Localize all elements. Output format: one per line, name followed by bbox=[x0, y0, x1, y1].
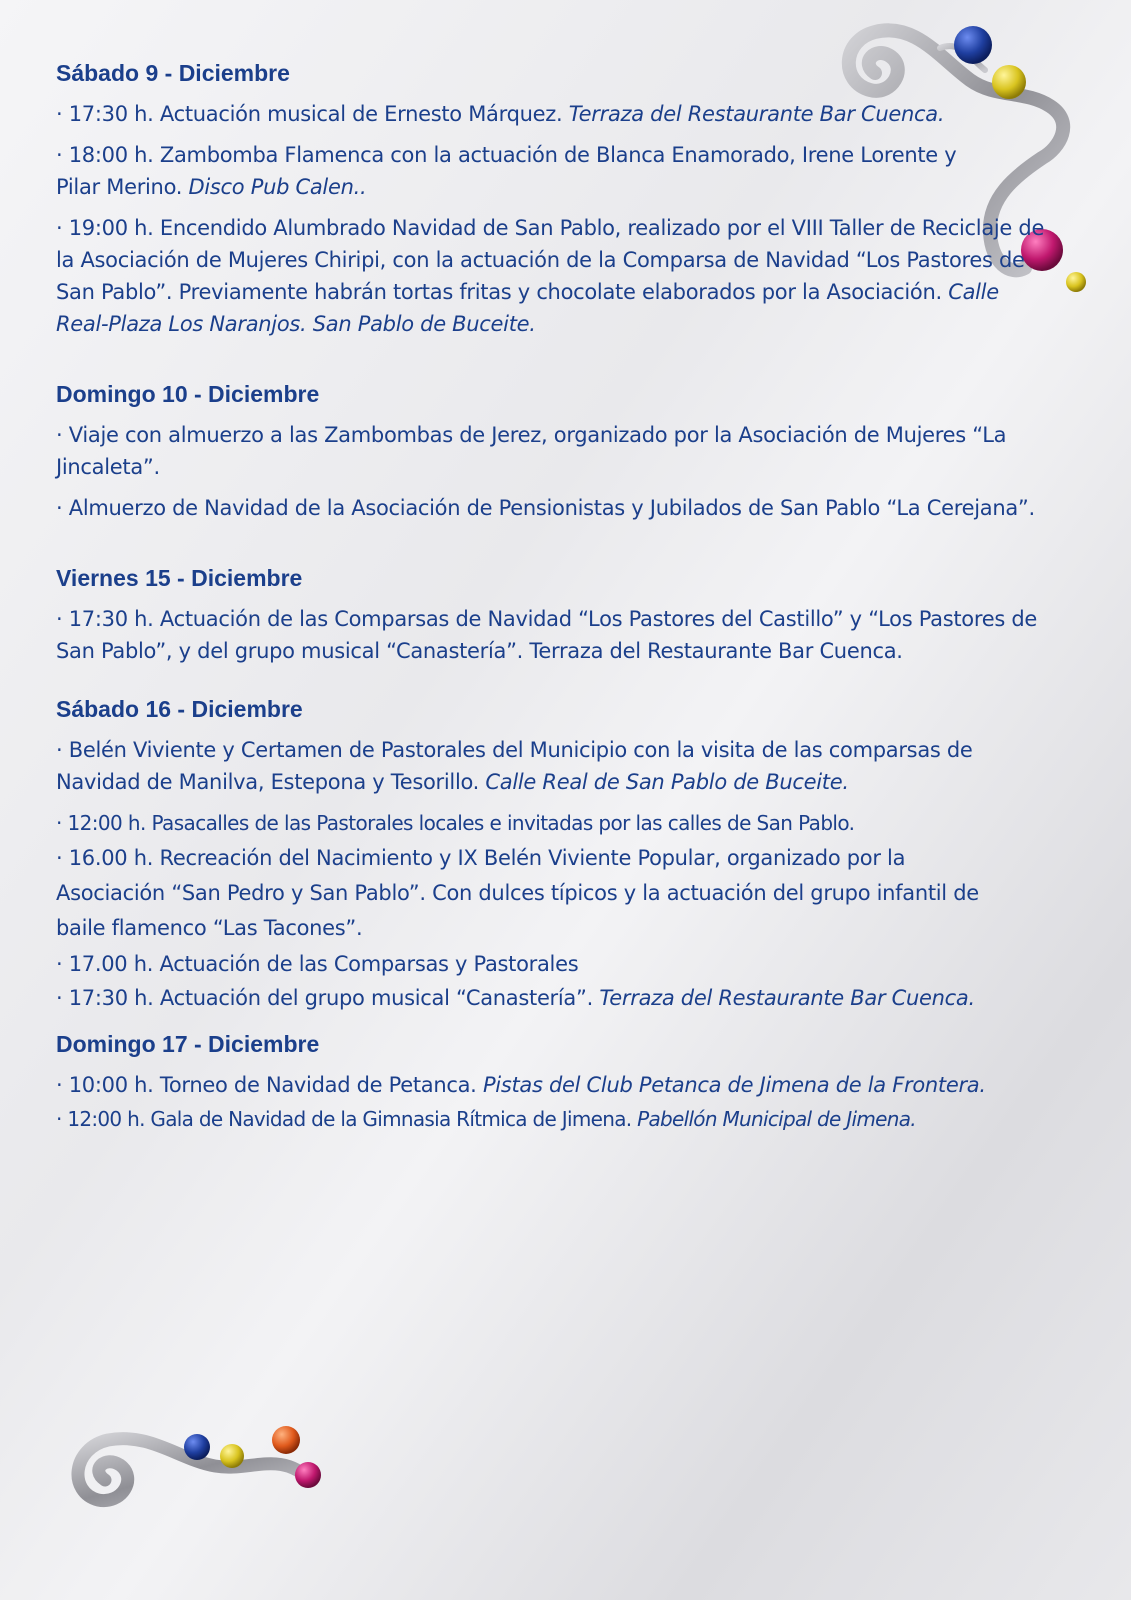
event-place: Terraza del Restaurante Bar Cuenca. bbox=[568, 102, 945, 126]
day-heading: Sábado 9 - Diciembre bbox=[56, 60, 290, 86]
day-section bbox=[56, 694, 1066, 1014]
day-heading: Domingo 10 - Diciembre bbox=[56, 381, 320, 407]
day-section bbox=[56, 58, 1066, 340]
day-heading: Viernes 15 - Diciembre bbox=[56, 565, 303, 591]
day-heading: Sábado 16 - Diciembre bbox=[56, 696, 303, 722]
event-place: Disco Pub Calen.. bbox=[188, 175, 367, 199]
day-section bbox=[56, 379, 1066, 524]
event-item: · 19:00 h. Encendido Alumbrado Navidad de San Pablo, realizado por el VIII Taller de Reciclaje de la Asociación de Mujeres Chiripi, con la actuación de la Comparsa de Navidad “Los Pastores de San Pablo”. Previamente habrán tortas fritas y chocolate elaborados por la Asociación. Calle Real-Plaza Los Naranjos. San Pablo de Buceite. bbox=[56, 216, 1045, 336]
event-item: · 12:00 h. Gala de Navidad de la Gimnasia Rítmica de Jimena. Pabellón Municipal de Jimena. bbox=[56, 1107, 916, 1131]
event-place: Terraza del Restaurante Bar Cuenca. bbox=[599, 986, 975, 1010]
event-item: · 16.00 h. Recreación del Nacimiento y IX Belén Viviente Popular, organizado por la Asociación “San Pedro y San Pablo”. Con dulces típicos y la actuación del grupo infantil de baile flamenco “Las Tacones”. bbox=[56, 846, 979, 940]
event-item: · Belén Viviente y Certamen de Pastorales del Municipio con la visita de las comparsas de Navidad de Manilva, Estepona y Tesorillo. Calle Real de San Pablo de Buceite. bbox=[56, 738, 973, 794]
event-place: Pistas del Club Petanca de Jimena de la Frontera. bbox=[482, 1073, 986, 1097]
ball-magenta bbox=[295, 1462, 321, 1488]
event-item: · 17:30 h. Actuación musical de Ernesto Márquez. Terraza del Restaurante Bar Cuenca. bbox=[56, 102, 945, 126]
event-place: Pabellón Municipal de Jimena. bbox=[637, 1107, 916, 1131]
event-item: · 17.00 h. Actuación de las Comparsas y Pastorales bbox=[56, 952, 579, 976]
event-item: · 12:00 h. Pasacalles de las Pastorales locales e invitadas por las calles de San Pablo. bbox=[56, 811, 855, 835]
ball-blue bbox=[184, 1434, 210, 1460]
event-place: Calle Real-Plaza Los Naranjos. San Pablo de Buceite. bbox=[56, 280, 999, 336]
event-place: Calle Real de San Pablo de Buceite. bbox=[485, 770, 849, 794]
day-heading: Domingo 17 - Diciembre bbox=[56, 1031, 320, 1057]
events-schedule bbox=[56, 58, 1066, 1144]
event-item: · 17:30 h. Actuación del grupo musical “Canastería”. Terraza del Restaurante Bar Cuenca. bbox=[56, 986, 975, 1010]
event-item: · Almuerzo de Navidad de la Asociación de Pensionistas y Jubilados de San Pablo “La Cerejana”. bbox=[56, 496, 1035, 520]
event-item: · 17:30 h. Actuación de las Comparsas de Navidad “Los Pastores del Castillo” y “Los Pastores de San Pablo”, y del grupo musical “Canastería”. Terraza del Restaurante Bar Cuenca. bbox=[56, 607, 1037, 663]
day-section bbox=[56, 1029, 1066, 1135]
day-section bbox=[56, 563, 1066, 667]
ball-yellow-small bbox=[1066, 272, 1086, 292]
event-item: · 10:00 h. Torneo de Navidad de Petanca. Pistas del Club Petanca de Jimena de la Frontera. bbox=[56, 1073, 986, 1097]
ball-orange bbox=[272, 1426, 300, 1454]
event-item: · Viaje con almuerzo a las Zambombas de Jerez, organizado por la Asociación de Mujeres “La Jincaleta”. bbox=[56, 423, 1007, 479]
swirl-ornament-bottom bbox=[50, 1420, 350, 1560]
event-item: · 18:00 h. Zambomba Flamenca con la actuación de Blanca Enamorado, Irene Lorente y Pilar Merino. Disco Pub Calen.. bbox=[56, 143, 957, 199]
ball-yellow bbox=[220, 1444, 244, 1468]
